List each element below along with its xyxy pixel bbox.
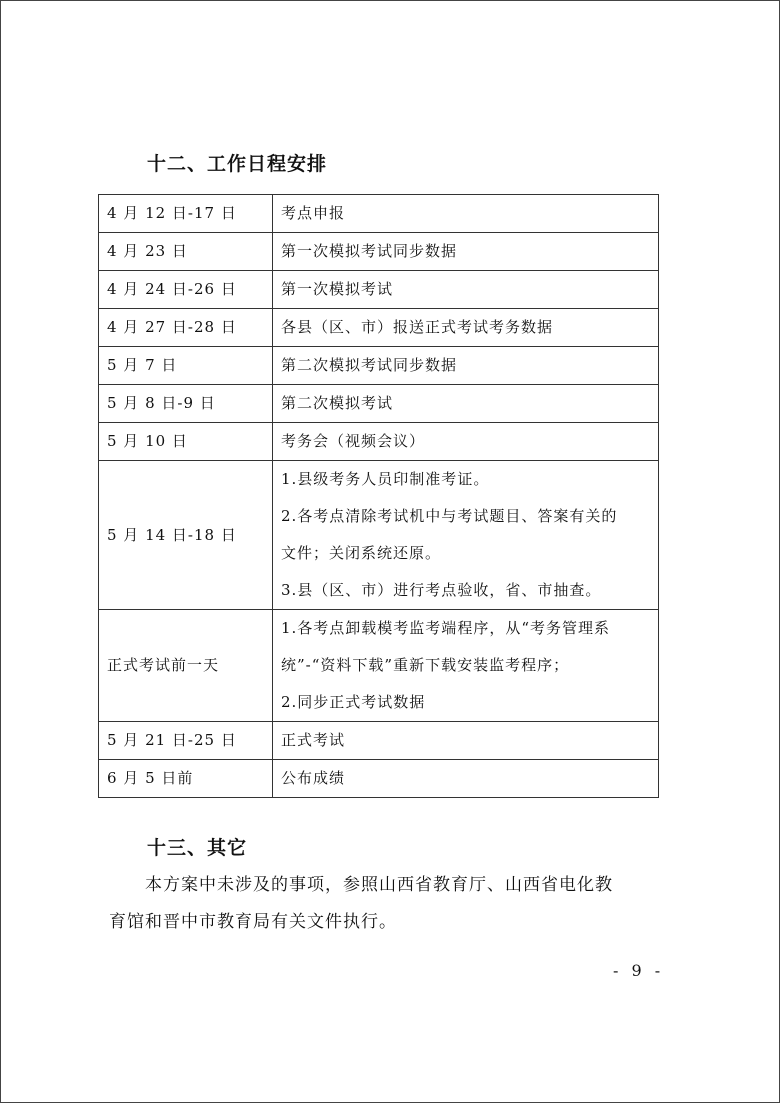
schedule-row xyxy=(99,610,659,722)
schedule-task-cell xyxy=(273,423,659,461)
schedule-date: 4 月 24 日-26 日 xyxy=(107,280,237,298)
schedule-task-line: 2.各考点清除考试机中与考试题目、答案有关的 xyxy=(281,507,618,525)
schedule-date: 5 月 21 日-25 日 xyxy=(107,731,237,749)
schedule-task-cell xyxy=(273,461,659,610)
schedule-row xyxy=(99,233,659,271)
schedule-table xyxy=(98,194,659,798)
schedule-date: 5 月 8 日-9 日 xyxy=(107,394,216,412)
schedule-date: 5 月 7 日 xyxy=(107,356,178,374)
schedule-row xyxy=(99,309,659,347)
schedule-task-cell xyxy=(273,347,659,385)
schedule-date: 4 月 27 日-28 日 xyxy=(107,318,237,336)
schedule-date-cell xyxy=(99,722,273,760)
section-12-heading: 十二、工作日程安排 xyxy=(147,153,328,175)
page-number: - 9 - xyxy=(613,961,665,980)
schedule-row xyxy=(99,722,659,760)
schedule-date-cell xyxy=(99,461,273,610)
schedule-task-line: 各县（区、市）报送正式考试考务数据 xyxy=(281,318,554,336)
schedule-task-line: 第一次模拟考试 xyxy=(281,280,394,298)
schedule-date: 6 月 5 日前 xyxy=(107,769,194,787)
section-13-body-line: 本方案中未涉及的事项，参照山西省教育厅、山西省电化教 xyxy=(145,875,613,895)
schedule-task-line: 1.各考点卸载模考监考端程序，从“考务管理系 xyxy=(281,619,610,637)
schedule-row xyxy=(99,385,659,423)
schedule-task-cell xyxy=(273,722,659,760)
schedule-date-cell xyxy=(99,271,273,309)
schedule-task-cell xyxy=(273,385,659,423)
schedule-task-cell xyxy=(273,610,659,722)
schedule-task-line: 考点申报 xyxy=(281,204,346,222)
schedule-date-cell xyxy=(99,233,273,271)
schedule-task-line: 公布成绩 xyxy=(281,769,346,787)
schedule-task-line: 3.县（区、市）进行考点验收，省、市抽查。 xyxy=(281,581,602,599)
schedule-task-line: 考务会（视频会议） xyxy=(281,432,426,450)
schedule-task-cell xyxy=(273,233,659,271)
schedule-table-body xyxy=(99,195,659,798)
schedule-date: 4 月 12 日-17 日 xyxy=(107,204,237,222)
schedule-date-cell xyxy=(99,347,273,385)
schedule-task-line: 统”-“资料下载”重新下载安装监考程序； xyxy=(281,656,570,674)
schedule-task-line: 正式考试 xyxy=(281,731,346,749)
schedule-row xyxy=(99,461,659,610)
schedule-date-cell xyxy=(99,309,273,347)
schedule-task-line: 第二次模拟考试 xyxy=(281,394,394,412)
schedule-date-cell xyxy=(99,760,273,798)
schedule-date-cell xyxy=(99,423,273,461)
schedule-task-line: 文件；关闭系统还原。 xyxy=(281,544,442,562)
schedule-row xyxy=(99,760,659,798)
schedule-task-line: 2.同步正式考试数据 xyxy=(281,693,426,711)
schedule-row xyxy=(99,195,659,233)
section-13-heading: 十三、其它 xyxy=(147,837,248,859)
schedule-task-cell xyxy=(273,760,659,798)
schedule-task-line: 1.县级考务人员印制准考证。 xyxy=(281,470,490,488)
section-13-body-line: 育馆和晋中市教育局有关文件执行。 xyxy=(109,912,397,932)
schedule-task-cell xyxy=(273,271,659,309)
schedule-task-cell xyxy=(273,309,659,347)
schedule-task-line: 第二次模拟考试同步数据 xyxy=(281,356,458,374)
schedule-date: 正式考试前一天 xyxy=(107,656,220,674)
schedule-date-cell xyxy=(99,610,273,722)
schedule-date: 5 月 10 日 xyxy=(107,432,188,450)
schedule-task-line: 第一次模拟考试同步数据 xyxy=(281,242,458,260)
section-13-body xyxy=(109,867,689,941)
schedule-row xyxy=(99,347,659,385)
schedule-task-cell xyxy=(273,195,659,233)
schedule-date: 5 月 14 日-18 日 xyxy=(107,525,237,544)
schedule-date: 4 月 23 日 xyxy=(107,242,188,260)
schedule-row xyxy=(99,423,659,461)
schedule-date-cell xyxy=(99,385,273,423)
schedule-row xyxy=(99,271,659,309)
schedule-date-cell xyxy=(99,195,273,233)
